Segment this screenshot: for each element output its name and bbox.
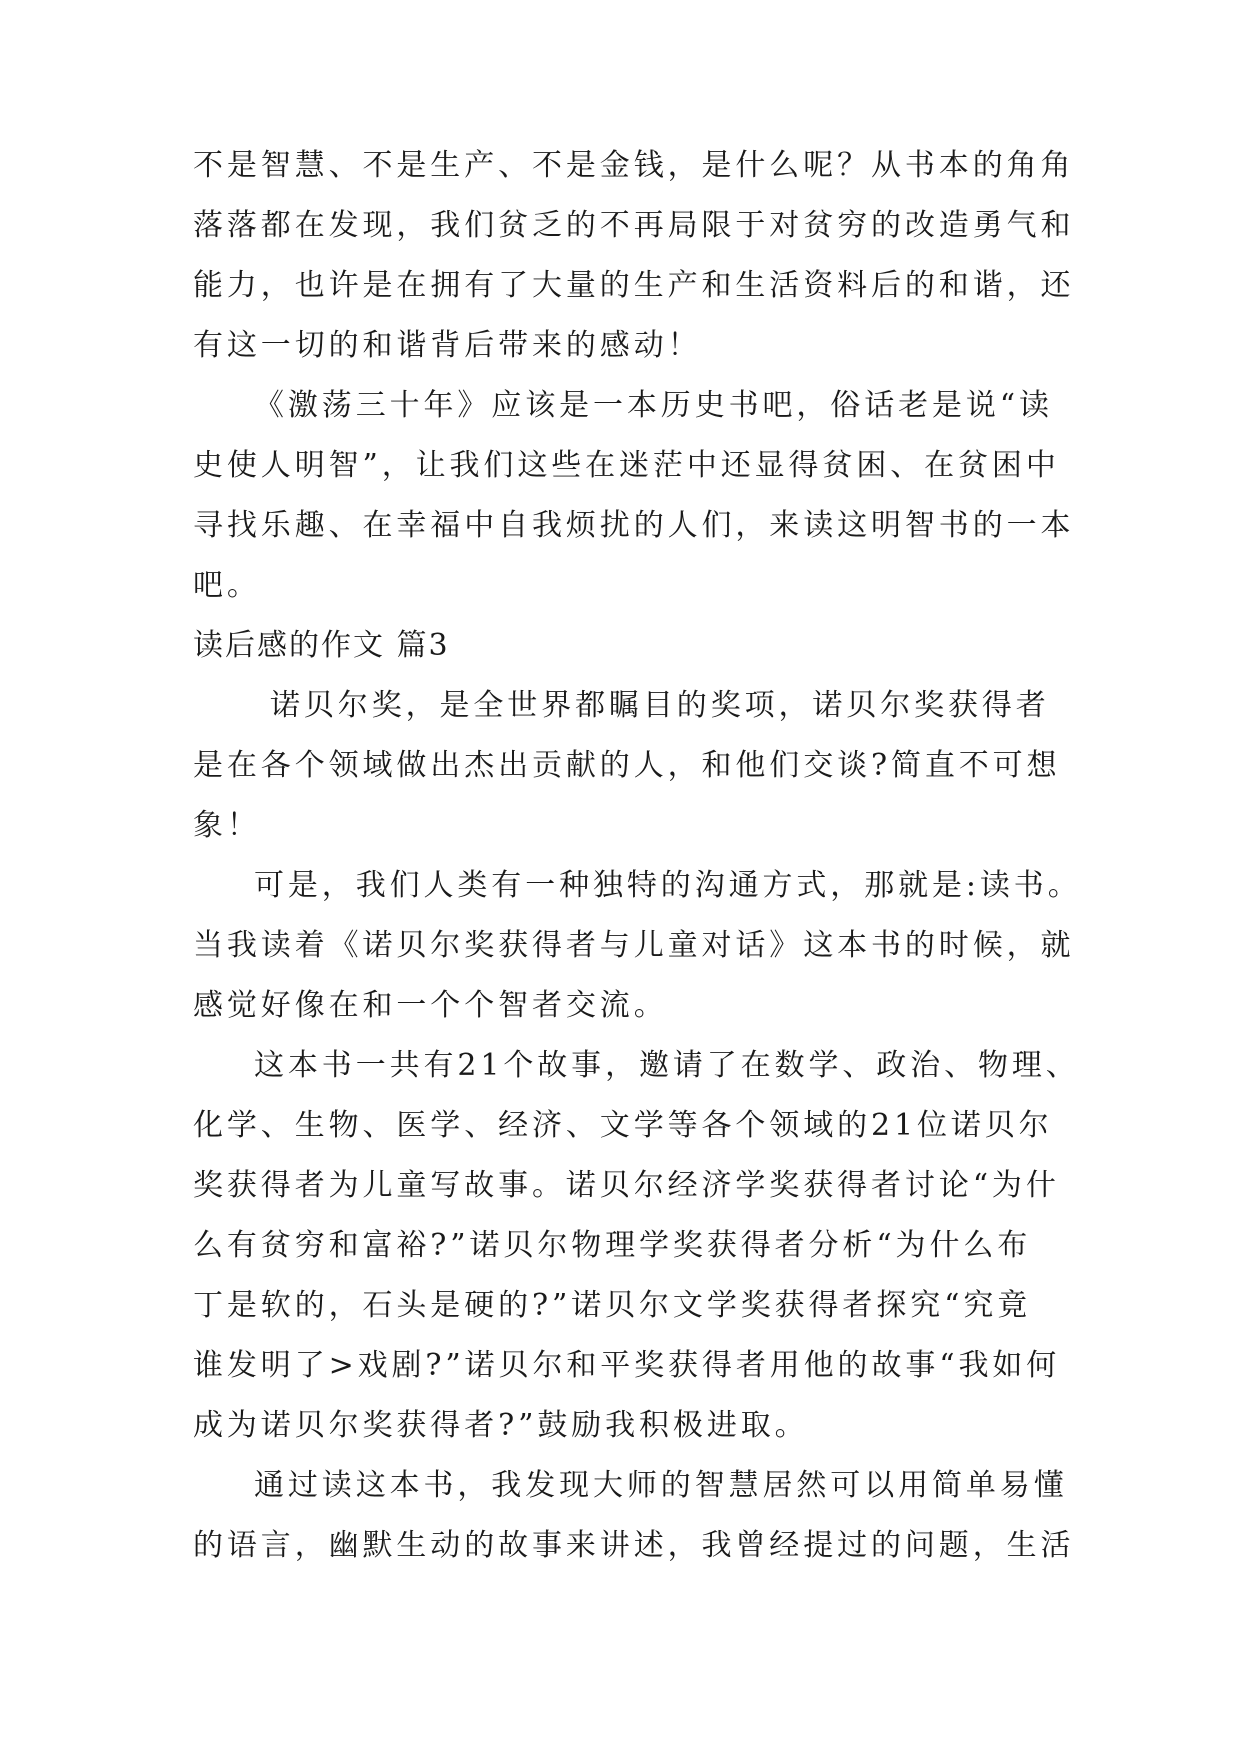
text-line: 有这一切的和谐背后带来的感动！ xyxy=(193,328,702,363)
text-line: 这本书一共有21个故事，邀请了在数学、政治、物理、 xyxy=(254,1048,1080,1083)
text-line: 不是智慧、不是生产、不是金钱，是什么呢？从书本的角角 xyxy=(193,148,1075,183)
text-line: 丁是软的，石头是硬的?”诺贝尔文学奖获得者探究“究竟 xyxy=(193,1288,1032,1323)
text-line: 的语言，幽默生动的故事来讲述，我曾经提过的问题，生活 xyxy=(193,1528,1075,1563)
text-line: 奖获得者为儿童写故事。诺贝尔经济学奖获得者讨论“为什 xyxy=(193,1168,1060,1203)
text-line: 当我读着《诺贝尔奖获得者与儿童对话》这本书的时候，就 xyxy=(193,928,1075,963)
text-line: 象！ xyxy=(193,808,261,843)
text-line: 谁发明了>戏剧?”诺贝尔和平奖获得者用他的故事“我如何 xyxy=(193,1348,1061,1383)
text-line: 史使人明智”，让我们这些在迷茫中还显得贫困、在贫困中 xyxy=(193,448,1060,483)
section-heading: 读后感的作文 篇3 xyxy=(193,628,450,663)
text-line: 吧。 xyxy=(193,568,261,603)
text-line: 么有贫穷和富裕?”诺贝尔物理学奖获得者分析“为什么布 xyxy=(193,1228,1032,1263)
text-line: 能力，也许是在拥有了大量的生产和生活资料后的和谐，还 xyxy=(193,268,1075,303)
text-line: 是在各个领域做出杰出贡献的人，和他们交谈?简直不可想 xyxy=(193,748,1061,783)
text-line: 《激荡三十年》应该是一本历史书吧，俗话老是说“读 xyxy=(254,388,1053,423)
text-line: 诺贝尔奖，是全世界都瞩目的奖项，诺贝尔奖获得者 xyxy=(270,688,1050,723)
text-line: 落落都在发现，我们贫乏的不再局限于对贫穷的改造勇气和 xyxy=(193,208,1075,243)
text-line: 寻找乐趣、在幸福中自我烦扰的人们，来读这明智书的一本 xyxy=(193,508,1075,543)
text-line: 成为诺贝尔奖获得者?”鼓励我积极进取。 xyxy=(193,1408,809,1443)
text-line: 感觉好像在和一个个智者交流。 xyxy=(193,988,668,1023)
text-line: 通过读这本书，我发现大师的智慧居然可以用简单易懂 xyxy=(254,1468,1068,1503)
text-line: 可是，我们人类有一种独特的沟通方式，那就是:读书。 xyxy=(254,868,1082,903)
text-line: 化学、生物、医学、经济、文学等各个领域的21位诺贝尔 xyxy=(193,1108,1053,1143)
